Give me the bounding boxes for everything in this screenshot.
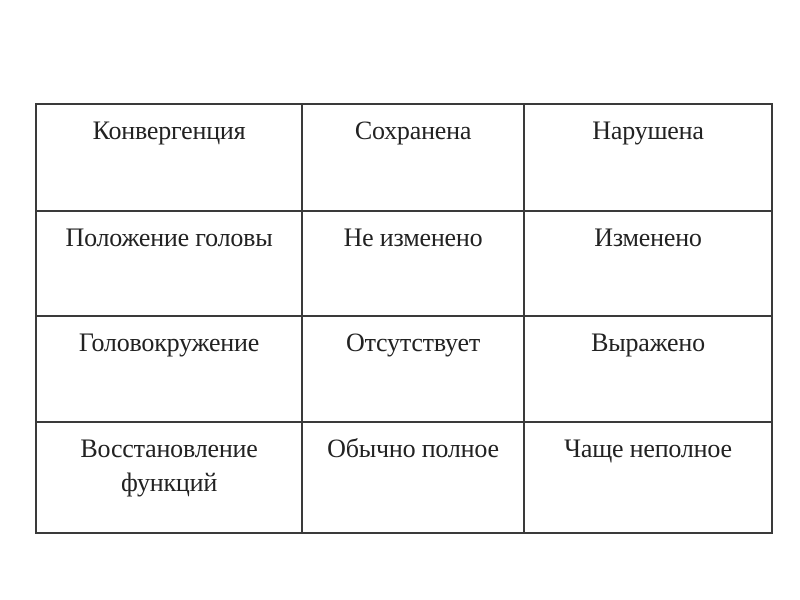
table-row bbox=[36, 316, 772, 422]
table-cell: Сохранена bbox=[302, 104, 524, 211]
table-cell: Нарушена bbox=[524, 104, 772, 211]
table-cell: Обычно полное bbox=[302, 422, 524, 533]
table-cell: Чаще неполное bbox=[524, 422, 772, 533]
table-cell: Конвергенция bbox=[36, 104, 302, 211]
table-row bbox=[36, 422, 772, 533]
table-cell: Головокружение bbox=[36, 316, 302, 422]
table-row bbox=[36, 104, 772, 211]
table-row bbox=[36, 211, 772, 316]
table-cell: Выражено bbox=[524, 316, 772, 422]
table-cell: Положение головы bbox=[36, 211, 302, 316]
table-cell: Изменено bbox=[524, 211, 772, 316]
table-cell: Восстановление функций bbox=[36, 422, 302, 533]
table-cell: Не изменено bbox=[302, 211, 524, 316]
table-cell: Отсутствует bbox=[302, 316, 524, 422]
comparison-table bbox=[35, 103, 773, 534]
